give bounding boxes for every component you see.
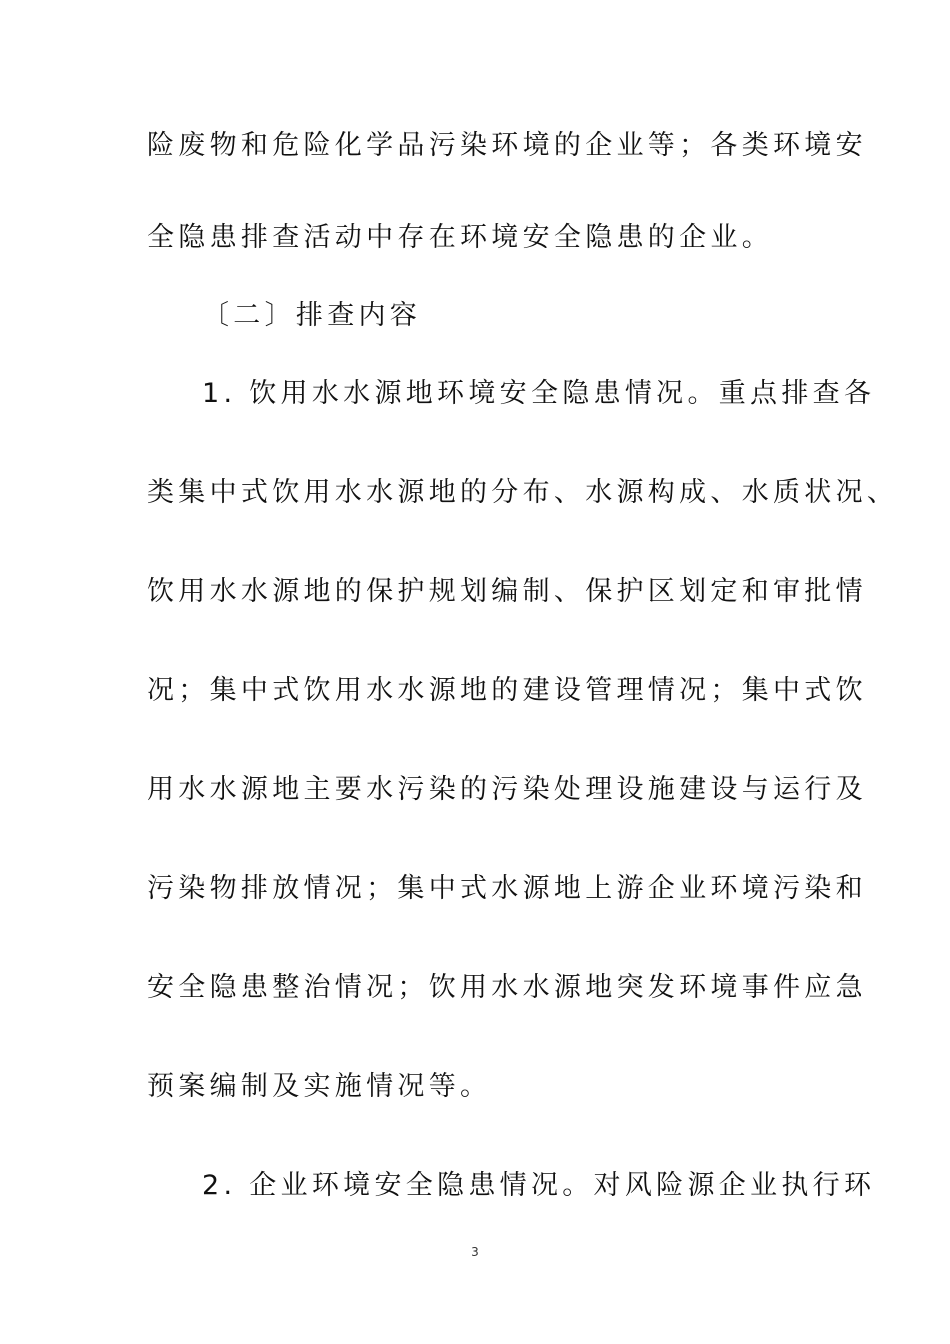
text-line: 安全隐患整治情况；饮用水水源地突发环境事件应急	[147, 972, 867, 1003]
text-line: 险废物和危险化学品污染环境的企业等；各类环境安	[147, 130, 867, 161]
text-line: 况；集中式饮用水水源地的建设管理情况；集中式饮	[147, 675, 867, 706]
body-text	[147, 121, 899, 1260]
text-line: 预案编制及实施情况等。	[147, 1071, 492, 1102]
text-line: 1. 饮用水水源地环境安全隐患情况。重点排查各	[202, 378, 876, 409]
text-line: 用水水源地主要水污染的污染处理设施建设与运行及	[147, 774, 867, 805]
text-line: 类集中式饮用水水源地的分布、水源构成、水质状况、	[147, 477, 899, 508]
section-heading: 〔二〕排查内容	[202, 300, 422, 331]
page-number: 3	[471, 1245, 479, 1259]
text-line: 2. 企业环境安全隐患情况。对风险源企业执行环	[202, 1170, 876, 1201]
text-line: 饮用水水源地的保护规划编制、保护区划定和审批情	[147, 576, 867, 607]
text-line: 污染物排放情况；集中式水源地上游企业环境污染和	[147, 873, 867, 904]
text-line: 全隐患排查活动中存在环境安全隐患的企业。	[147, 222, 773, 253]
